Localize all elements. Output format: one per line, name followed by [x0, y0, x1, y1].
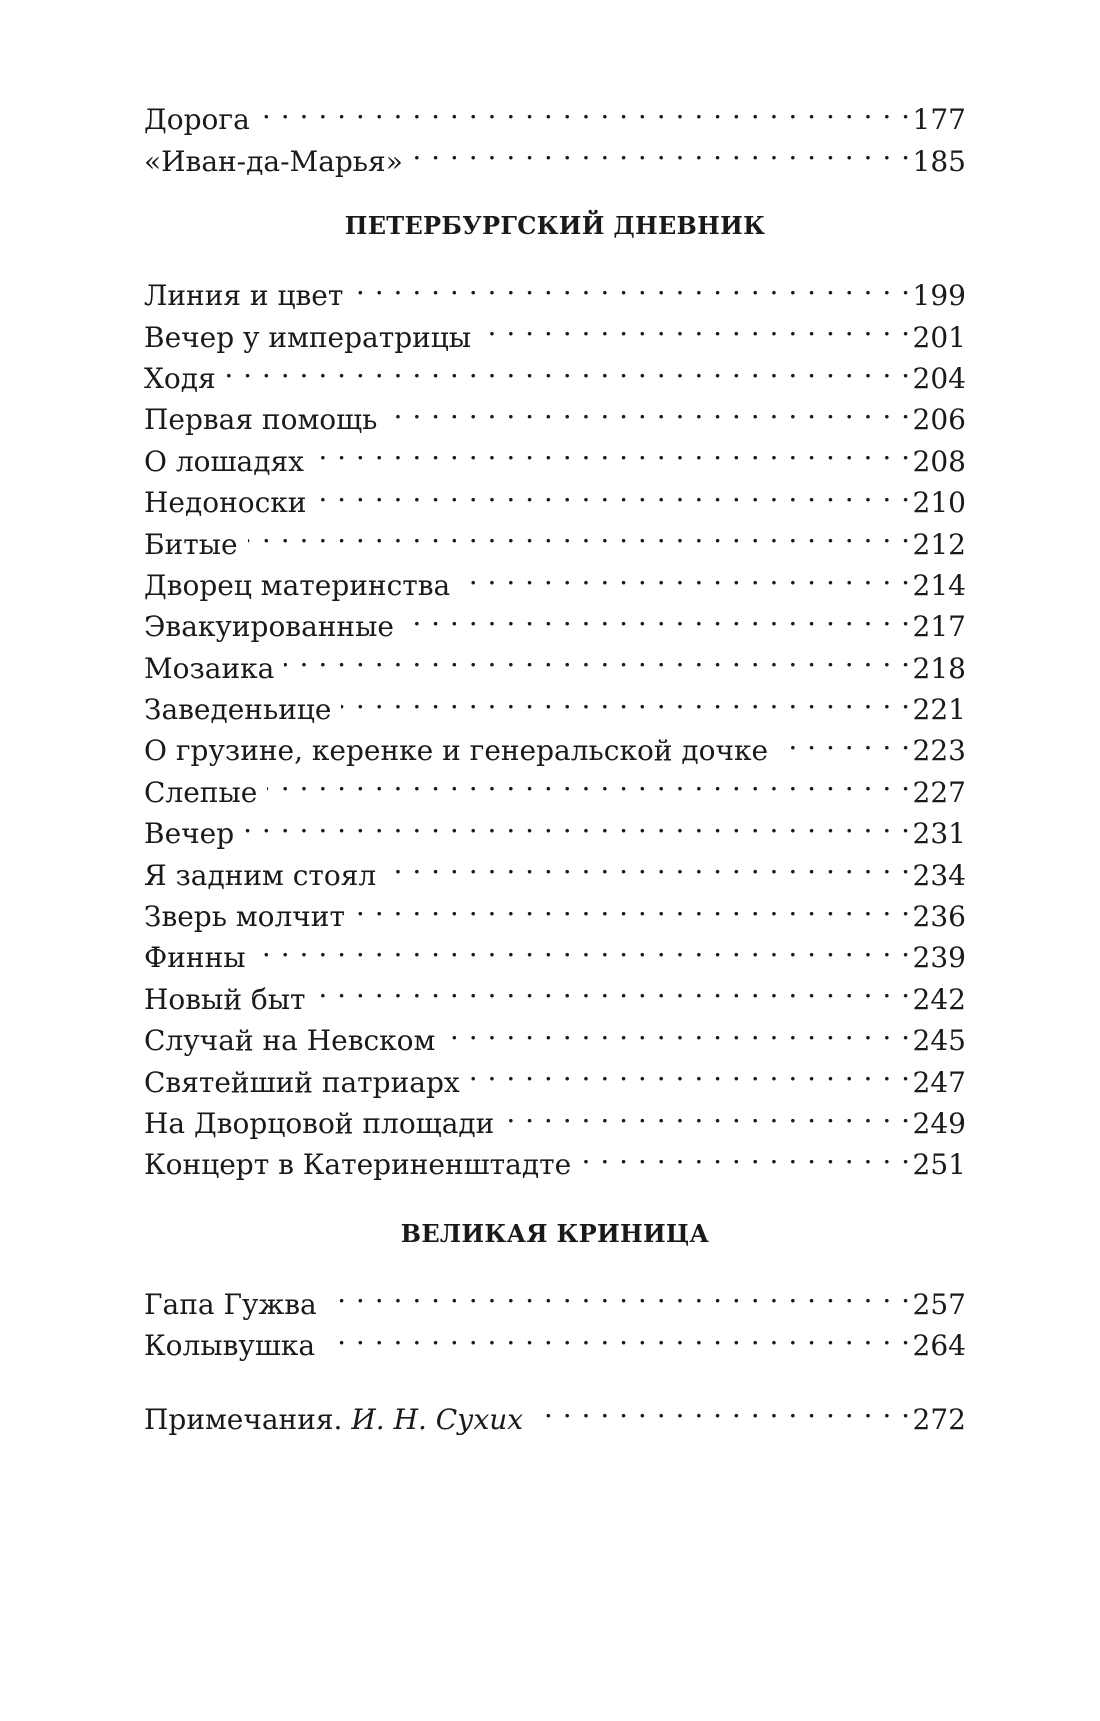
- toc-entry-title: Заведеньице: [144, 693, 332, 727]
- toc-entry: [144, 802, 966, 851]
- notes-author: И. Н. Сухих: [351, 1402, 524, 1436]
- toc-dot-leader: [481, 305, 910, 346]
- toc-entry-page: 185: [912, 144, 966, 178]
- toc-entry-page: 218: [912, 651, 966, 685]
- toc-dot-leader: [445, 1009, 910, 1050]
- section-entries: [144, 1272, 966, 1363]
- toc-entry-title: Я задним стоял: [144, 858, 377, 892]
- toc-entry-title: Колывушка: [144, 1329, 316, 1363]
- toc-entry: [144, 264, 966, 313]
- toc-entry-title: Ходя: [144, 361, 216, 395]
- toc-dot-leader: [413, 129, 911, 170]
- toc-entry-title: [144, 1399, 533, 1440]
- toc-notes-entry: [144, 1387, 966, 1436]
- toc-dot-leader: [316, 967, 911, 1008]
- table-of-contents: [144, 88, 966, 1436]
- section-entries: [144, 264, 966, 1182]
- toc-entry: [144, 1272, 966, 1321]
- toc-dot-leader: [267, 760, 910, 801]
- toc-entry: [144, 512, 966, 561]
- toc-entry-title: Недоноски: [144, 486, 307, 520]
- toc-dot-leader: [316, 471, 910, 512]
- toc-entry-page: 234: [912, 858, 966, 892]
- toc-entry-page: 251: [912, 1148, 966, 1182]
- toc-dot-leader: [353, 264, 910, 305]
- toc-entry-title: О лошадях: [144, 444, 304, 478]
- toc-entry-page: 201: [912, 320, 966, 354]
- toc-entry-page: 227: [912, 775, 966, 809]
- section-heading: ПЕТЕРБУРГСКИЙ ДНЕВНИК: [344, 210, 766, 240]
- toc-dot-leader: [778, 719, 910, 760]
- toc-dot-leader: [504, 1092, 910, 1133]
- toc-entry-page: 247: [912, 1065, 966, 1099]
- toc-entry-title: Святейший патриарх: [144, 1065, 460, 1099]
- toc-entry-title: О грузине, керенке и генеральской дочке: [144, 734, 769, 768]
- toc-entry-title: Первая помощь: [144, 403, 378, 437]
- toc-dot-leader: [327, 1272, 911, 1313]
- toc-entry-page: 214: [912, 568, 966, 602]
- toc-dot-leader: [256, 926, 911, 967]
- toc-entry-page: 223: [912, 734, 966, 768]
- toc-entry-page: 208: [912, 444, 966, 478]
- toc-entry-title: Дорога: [144, 103, 250, 137]
- toc-entry-page: 206: [912, 403, 966, 437]
- toc-entry-title: «Иван-да-Марья»: [144, 144, 403, 178]
- toc-entry-page: 204: [912, 361, 966, 395]
- toc-entry-title: Линия и цвет: [144, 279, 344, 313]
- toc-dot-leader: [404, 595, 911, 636]
- toc-entry: [144, 347, 966, 395]
- toc-entry-page: 236: [912, 900, 966, 934]
- toc-entry-title: Случай на Невском: [144, 1024, 436, 1058]
- toc-entry: [144, 926, 966, 975]
- toc-dot-leader: [386, 843, 910, 884]
- toc-entry-title: На Дворцовой площади: [144, 1106, 495, 1140]
- toc-entry-title: Эвакуированные: [144, 610, 394, 644]
- toc-entry-page: 239: [912, 941, 966, 975]
- toc-dot-leader: [226, 347, 911, 388]
- toc-entry-title: Гапа Гужва: [144, 1287, 317, 1321]
- toc-dot-leader: [355, 885, 911, 926]
- toc-entry-title: Мозаика: [144, 651, 275, 685]
- toc-entry: [144, 843, 966, 892]
- spacer: [144, 1254, 966, 1272]
- toc-entry-title: Битые: [144, 527, 238, 561]
- toc-entry-page: 264: [912, 1329, 966, 1363]
- toc-dot-leader: [533, 1387, 910, 1428]
- toc-dot-leader: [581, 1133, 910, 1174]
- toc-dot-leader: [325, 1314, 910, 1355]
- toc-entry-title: Слепые: [144, 775, 258, 809]
- toc-entry-page: 217: [912, 610, 966, 644]
- toc-dot-leader: [248, 512, 911, 553]
- toc-entry-page: 199: [912, 279, 966, 313]
- spacer: [144, 246, 966, 264]
- toc-entry: [144, 967, 966, 1016]
- toc-dot-leader: [314, 429, 911, 470]
- toc-entry-page: 210: [912, 486, 966, 520]
- toc-entry: [144, 760, 966, 809]
- toc-top-group: [144, 88, 966, 178]
- toc-dot-leader: [284, 636, 910, 677]
- toc-dot-leader: [341, 678, 910, 719]
- section-heading: ВЕЛИКАЯ КРИНИЦА: [400, 1219, 710, 1249]
- toc-dot-leader: [387, 388, 910, 429]
- toc-entry-page: 257: [912, 1287, 966, 1321]
- toc-dot-leader: [460, 554, 910, 595]
- toc-entry-page: 249: [912, 1106, 966, 1140]
- toc-entry-title: Новый быт: [144, 982, 306, 1016]
- toc-entry: [144, 129, 966, 178]
- toc-entry-page: 231: [912, 817, 966, 851]
- toc-dot-leader: [260, 88, 911, 129]
- toc-entry-title: Финны: [144, 941, 246, 975]
- notes-title: Примечания.: [144, 1402, 343, 1436]
- toc-entry-title: Вечер: [144, 817, 235, 851]
- toc-entry-page: 177: [912, 103, 966, 137]
- toc-entry: [144, 554, 966, 602]
- toc-entry-title: Зверь молчит: [144, 900, 345, 934]
- toc-entry-title: Концерт в Катериненштадте: [144, 1148, 572, 1182]
- toc-entry-title: Вечер у императрицы: [144, 320, 472, 354]
- toc-entry-page: 242: [912, 982, 966, 1016]
- toc-entry: [144, 388, 966, 437]
- toc-dot-leader: [470, 1050, 911, 1091]
- toc-entry-page: 212: [912, 527, 966, 561]
- toc-entry-page: 221: [912, 693, 966, 727]
- toc-entry-page: 272: [912, 1402, 966, 1436]
- toc-entry: [144, 88, 966, 137]
- toc-entry-page: 245: [912, 1024, 966, 1058]
- toc-dot-leader: [244, 802, 910, 843]
- toc-entry-title: Дворец материнства: [144, 568, 451, 602]
